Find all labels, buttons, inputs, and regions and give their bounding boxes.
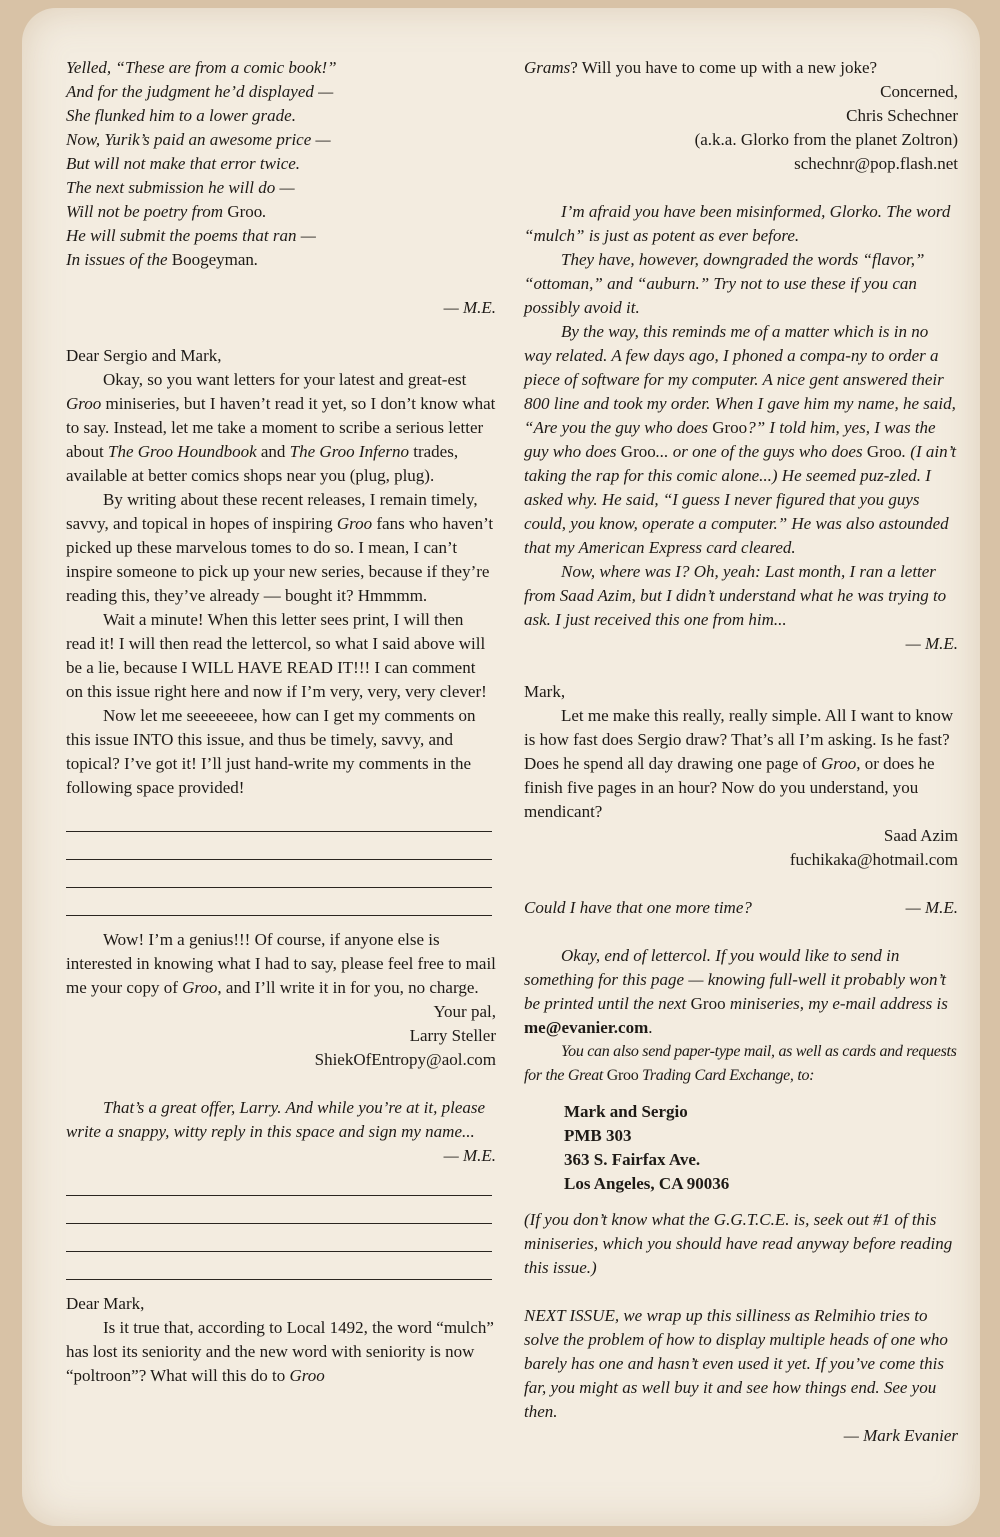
- poem-line: She flunked him to a lower grade.: [66, 106, 296, 125]
- poem-line: But will not make that error twice.: [66, 154, 301, 173]
- editor-signature: — M.E.: [443, 1146, 496, 1165]
- editor-email: me@evanier.com: [524, 1018, 649, 1037]
- editor-signature: — M.E.: [905, 898, 958, 917]
- poem-line: In issues of the Boogeyman.: [66, 250, 259, 269]
- reply-lines: [66, 1168, 496, 1280]
- letter-paragraph: Okay, so you want letters for your latest and great-est Groo miniseries, but I haven’t read it yet, so I don’t know what to say. Instead, let me take a moment to scribe a serious letter about The Groo Houndbook and The Groo Inferno trades, available at better comics shops near you (plug, plug).: [66, 370, 496, 485]
- gtce-note: (If you don’t know what the G.G.T.C.E. is, seek out #1 of this miniseries, which you should have read anyway before reading this issue.): [524, 1210, 953, 1277]
- blank-line: [66, 1196, 492, 1224]
- poem-line: Will not be poetry from Groo.: [66, 202, 267, 221]
- editor-reply: That’s a great offer, Larry. And while you’re at it, please write a snappy, witty reply in this space and sign my name...: [66, 1098, 486, 1141]
- poem-line: Yelled, “These are from a comic book!”: [66, 58, 337, 77]
- letter-salutation: Dear Mark,: [66, 1294, 145, 1313]
- letter-paragraph: Is it true that, according to Local 1492, the word “mulch” has lost its seniority and the new word with seniority is now “poltroon”? What will this do to Groo: [66, 1318, 494, 1385]
- editor-reply: Could I have that one more time? — M.E.: [524, 896, 958, 920]
- blank-line: [66, 832, 492, 860]
- next-issue: NEXT ISSUE, we wrap up this silliness as Relmihio tries to solve the problem of how to display multiple heads of one who barely has one and hasn’t even used it yet. If you’ve come this far, you might as well buy it and see how things end. See you then.: [524, 1306, 948, 1421]
- blank-line: [66, 860, 492, 888]
- letter-author: Chris Schechner: [846, 106, 958, 125]
- handwriting-lines: [66, 804, 496, 916]
- mailing-address: Mark and Sergio PMB 303 363 S. Fairfax Ave. Los Angeles, CA 90036: [564, 1102, 730, 1193]
- letter-salutation: Dear Sergio and Mark,: [66, 346, 222, 365]
- blank-line: [66, 1252, 492, 1280]
- letter-salutation: Mark,: [524, 682, 566, 701]
- letter-closing: Concerned,: [880, 82, 958, 101]
- letter-email: schechnr@pop.flash.net: [794, 154, 958, 173]
- letter-email: fuchikaka@hotmail.com: [789, 850, 958, 869]
- letter-paragraph: Grams? Will you have to come up with a new joke?: [524, 58, 878, 77]
- poem-line: He will submit the poems that ran —: [66, 226, 316, 245]
- blank-line: [66, 1224, 492, 1252]
- letter-author: Larry Steller: [409, 1026, 496, 1045]
- blank-line: [66, 1168, 492, 1196]
- right-column: [524, 56, 958, 1448]
- letter-aka: (a.k.a. Glorko from the planet Zoltron): [694, 130, 958, 149]
- letter-closing: Your pal,: [433, 1002, 496, 1021]
- blank-line: [66, 804, 492, 832]
- letter-paragraph: Wait a minute! When this letter sees print, I will then read it! I will then read the lettercol, so what I said above will be a lie, because I WILL HAVE READ IT!!! I can comment on this issue right here and now if I’m very, very, very clever!: [66, 610, 487, 701]
- letter-author: Saad Azim: [883, 826, 958, 845]
- letter-paragraph: Wow! I’m a genius!!! Of course, if anyone else is interested in knowing what I had to say, please feel free to mail me your copy of Groo, and I’ll write it in for you, no charge.: [66, 930, 496, 997]
- editor-signature: — M.E.: [905, 634, 958, 653]
- letter-paragraph: Now let me seeeeeeee, how can I get my comments on this issue INTO this issue, and thus be timely, savvy, and topical? I’ve got it! I’ll just hand-write my comments in the following space provided!: [66, 706, 476, 797]
- letter-email: ShiekOfEntropy@aol.com: [314, 1050, 496, 1069]
- poem-line: And for the judgment he’d displayed —: [66, 82, 334, 101]
- letter-paragraph: Let me make this really, really simple. All I want to know is how fast does Sergio draw? That’s all I’m asking. Is he fast? Does he spend all day drawing one page of Groo, or does he finish five pages in an hour? Now do you understand, you mendicant?: [524, 706, 954, 821]
- final-signature: — Mark Evanier: [843, 1426, 958, 1445]
- letter-paragraph: By writing about these recent releases, I remain timely, savvy, and topical in hopes of inspiring Groo fans who haven’t picked up these marvelous tomes to do so. I mean, I can’t inspire someone to pick up your new series, because if they’re reading this, they’ve already — bought it? Hmmmm.: [66, 490, 494, 605]
- poem-line: The next submission he will do —: [66, 178, 295, 197]
- poem-signature: — M.E.: [443, 298, 496, 317]
- poem-line: Now, Yurik’s paid an awesome price —: [66, 130, 331, 149]
- editor-reply: I’m afraid you have been misinformed, Glorko. The word “mulch” is just as potent as ever before. They have, however, downgraded the words “flavor,” “ottoman,” and “auburn.” Try not to use these if you can possibly avoid it. By the way, this reminds me of a matter which is in no way related. A few days ago, I phoned a compa-ny to order a piece of software for my computer. A nice gent answered their 800 line and took my order. When I gave him my name, he said, “Are you the guy who does Groo?” I told him, yes, I was the guy who does Groo... or one of the guys who does Groo. (I ain’t taking the rap for this comic alone...) He seemed puz-zled. I asked why. He said, “I guess I never figured that you guys could, you know, operate a computer.” He was also astounded that my American Express card cleared. Now, where was I? Oh, yeah: Last month, I ran a letter from Saad Azim, but I didn’t understand what he was trying to ask. I just received this one from him... — M.E.: [524, 200, 958, 656]
- poem: [66, 56, 496, 272]
- closing-paragraph: You can also send paper-type mail, as well as cards and requests for the Great Groo Trading Card Exchange, to:: [524, 1043, 957, 1084]
- left-column: [66, 56, 496, 1388]
- closing-paragraph: Okay, end of lettercol. If you would like to send in something for this page — knowing full-well it probably won’t be printed until the next Groo miniseries, my e-mail address is me@evanier.com.: [524, 946, 948, 1037]
- blank-line: [66, 888, 492, 916]
